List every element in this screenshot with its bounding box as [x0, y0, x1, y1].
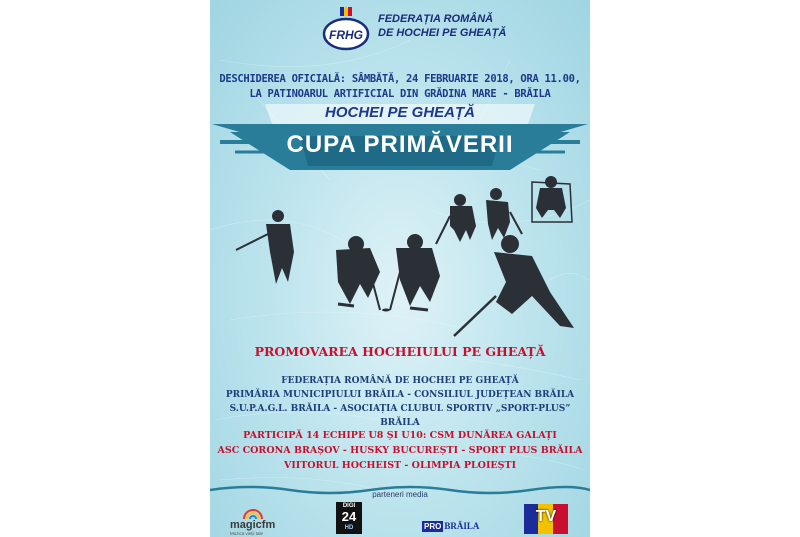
announcement-line1: DESCHIDEREA OFICIALĂ: SÂMBĂTĂ, 24 FEBRUARIE 2018, ORA 11.00, [219, 73, 581, 85]
opening-announcement [210, 72, 590, 102]
organizer-line: S.U.P.A.G.L. BRĂILA - ASOCIAȚIA CLUBUL SPORTIV „SPORT-PLUS” BRĂILA [229, 404, 571, 428]
player-silhouette [390, 234, 440, 310]
federation-name-line1: FEDERAȚIA ROMÂNĂ [378, 13, 494, 25]
event-poster [210, 0, 590, 537]
digi-text: DIGI [342, 503, 356, 509]
digi24-logo [336, 502, 362, 534]
organizers-list [210, 374, 590, 430]
frhg-logo-text: FRHG [329, 28, 363, 42]
organizer-line: FEDERAȚIA ROMÂNĂ DE HOCHEI PE GHEAȚĂ [281, 376, 519, 386]
media-partners-label: parteneri media [372, 490, 428, 499]
federation-header [320, 4, 580, 54]
player-silhouette [436, 194, 476, 244]
participants-list [210, 428, 590, 473]
participants-line: ASC CORONA BRAȘOV - HUSKY BUCUREȘTI - SPORT PLUS BRĂILA [217, 445, 583, 456]
promo-heading: PROMOVAREA HOCHEIULUI PE GHEAȚĂ [254, 344, 546, 359]
player-silhouette [486, 188, 522, 240]
federation-name-line2: DE HOCHEI PE GHEAȚĂ [378, 27, 507, 39]
player-silhouette [236, 210, 294, 284]
participants-line: VIITORUL HOCHEIST - OLIMPIA PLOIEȘTI [283, 460, 517, 471]
event-subtitle: HOCHEI PE GHEAȚĂ [324, 104, 475, 121]
tv-sport-logo [524, 504, 568, 534]
rainbow-icon [242, 506, 264, 520]
participants-line: PARTICIPĂ 14 ECHIPE U8 ȘI U10: CSM DUNĂREA GALAȚI [243, 430, 557, 441]
hockey-players-silhouettes [210, 172, 590, 342]
probraila-logo [422, 514, 492, 530]
magicfm-logo [222, 506, 282, 536]
frhg-logo [320, 4, 372, 54]
player-silhouette [336, 236, 380, 310]
event-title: CUPA PRIMĂVERII [286, 131, 514, 158]
tv-text: TV [535, 508, 557, 525]
organizer-line: PRIMĂRIA MUNICIPIULUI BRĂILA - CONSILIUL JUDEȚEAN BRĂILA [225, 390, 575, 400]
magicfm-tagline: Muzica vieții tale [230, 531, 264, 536]
player-silhouette [454, 235, 574, 336]
announcement-line2: LA PATINOARUL ARTIFICIAL DIN GRĂDINA MARE - BRĂILA [249, 88, 551, 100]
braila-text: BRĂILA [444, 521, 480, 531]
digi-number: 24 [341, 509, 357, 524]
magicfm-text: magicfm [230, 519, 276, 531]
pro-text: PRO [424, 522, 442, 531]
media-partners-row [210, 500, 590, 537]
digi-hd: HD [344, 525, 354, 531]
goalie-silhouette [532, 176, 572, 222]
puck-icon [382, 309, 390, 312]
